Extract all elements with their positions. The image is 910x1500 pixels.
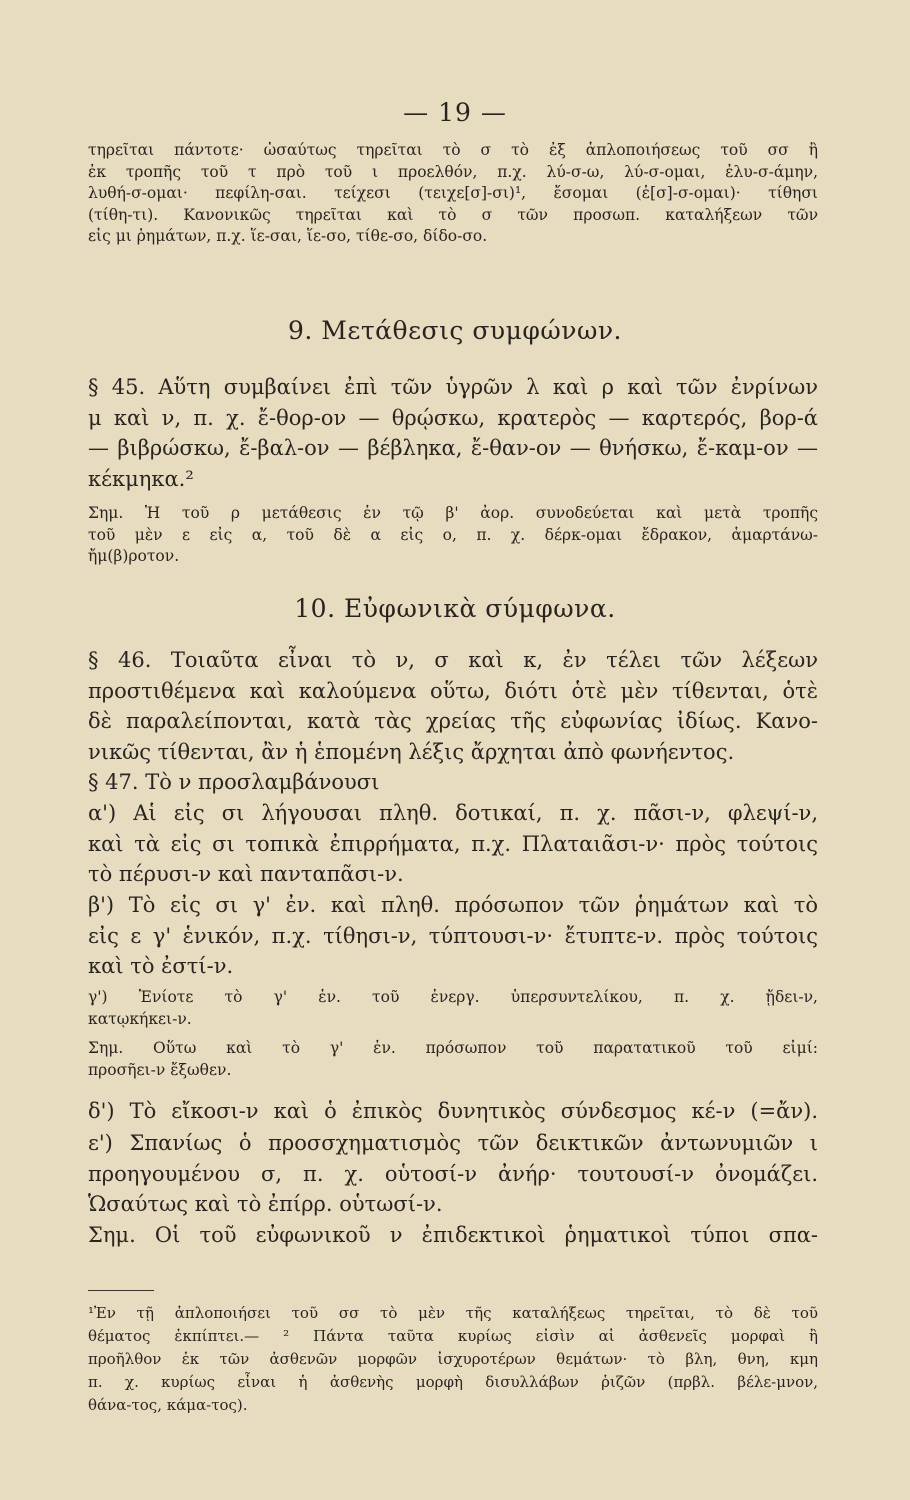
text-line: τοῦ μὲν ε εἰς α, τοῦ δὲ α εἰς ο, π. χ. δέρκ-ομαι ἔδρακον, ἁμαρτάνω- (88, 525, 818, 544)
footnote-divider (88, 1290, 154, 1291)
section-9-title: 9. Μετάθεσις συμφώνων. (287, 316, 622, 345)
paragraph-46 (88, 645, 818, 767)
text-line: εἰς μι ῥημάτων, π.χ. ἵε-σαι, ἵε-σο, τίθε-σο, δίδο-σο. (88, 227, 488, 245)
note-gamma (88, 1038, 818, 1081)
item-beta (88, 890, 818, 982)
text-line: § 45. Αὕτη συμβαίνει ἐπὶ τῶν ὑγρῶν λ καὶ ρ καὶ τῶν ἐνρίνων (88, 375, 818, 399)
text-line: β') Τὸ εἰς σι γ' ἐν. καὶ πληθ. πρόσωπον τῶν ῥημάτων καὶ τὸ (88, 893, 818, 917)
text-line: τηρεῖται πάντοτε· ὡσαύτως τηρεῖται τὸ σ τὸ ἐξ ἁπλοποιήσεως τοῦ σσ ἢ (88, 141, 818, 159)
text-line: μ καὶ ν, π. χ. ἔ-θορ-ον — θρῴσκω, κρατερὸς — καρτερός, βορ-ά (88, 405, 818, 430)
text-line: ἤμ(β)ροτον. (88, 547, 180, 565)
text-line: § 47. Τὸ ν προσλαμβάνουσι (88, 770, 380, 794)
text-line: προηγουμένου σ, π. χ. οὑτοσί-ν ἀνήρ· τουτουσί-ν ὀνομάζει. (88, 1161, 818, 1186)
footnote-line: θέματος ἐκπίπτει.— ² Πάντα ταῦτα κυρίως εἰσὶν αἱ ἀσθενεῖς μορφαὶ ἢ (88, 1327, 818, 1345)
footnote-line: π. χ. κυρίως εἶναι ἡ ἀσθενὴς μορφὴ δισυλλάβων ῥιζῶν (πρβλ. βέλε-μνον, (88, 1373, 818, 1391)
text-line: Σημ. Οὕτω καὶ τὸ γ' ἐν. πρόσωπον τοῦ παρατατικοῦ τοῦ εἰμί: (88, 1039, 818, 1057)
text-line: Σημ. Οἱ τοῦ εὐφωνικοῦ ν ἐπιδεκτικοὶ ῥηματικοὶ τύποι σπα- (88, 1223, 818, 1247)
item-delta (88, 1096, 818, 1127)
text-line: κατῳκήκει-ν. (88, 1009, 192, 1028)
paragraph-47-heading (88, 767, 818, 798)
text-line: εἰς ε γ' ἑνικόν, π.χ. τίθησι-ν, τύπτουσι-ν· ἔτυπτε-ν. πρὸς τούτοις (88, 923, 818, 948)
text-line: καὶ τὰ εἰς σι τοπικὰ ἐπιρρήματα, π.χ. Πλαταιᾶσι-ν· πρὸς τούτοις (88, 831, 818, 856)
item-gamma (88, 987, 818, 1030)
text-line: ε') Σπανίως ὁ προσσχηματισμὸς τῶν δεικτικῶν ἀντωνυμιῶν ι (88, 1131, 818, 1155)
text-line: Ὡσαύτως καὶ τὸ ἐπίρρ. οὑτωσί-ν. (88, 1192, 443, 1216)
footnotes (88, 1302, 818, 1417)
footnote-line: θάνα-τος, κάμα-τος). (88, 1396, 248, 1414)
note-45 (88, 503, 818, 568)
text-line: — βιβρώσκω, ἔ-βαλ-ον — βέβληκα, ἔ-θαν-ον — θνήσκω, ἔ-καμ-ον — (88, 436, 818, 460)
text-line: (τίθη-τι). Κανονικῶς τηρεῖται καὶ τὸ σ τῶν προσωπ. καταλήξεων τῶν (88, 205, 818, 224)
text-line: τὸ πέρυσι-ν καὶ πανταπᾶσι-ν. (88, 862, 404, 886)
item-alpha (88, 798, 818, 890)
text-line: ἐκ τροπῆς τοῦ τ πρὸ τοῦ ι προελθόν, π.χ. λύ-σ-ω, λύ-σ-ομαι, ἐλυ-σ-άμην, (88, 162, 818, 181)
text-line: δὲ παραλείπονται, κατὰ τὰς χρείας τῆς εὐφωνίας ἰδίως. Κανο- (88, 709, 818, 733)
section-10-title: 10. Εὐφωνικὰ σύμφωνα. (294, 594, 616, 623)
text-line: δ') Τὸ εἴκοσι-ν καὶ ὁ ἐπικὸς δυνητικὸς σύνδεσμος κέ-ν (=ἄν). (88, 1099, 818, 1123)
item-epsilon (88, 1128, 818, 1220)
page-number: — 19 — (403, 98, 507, 127)
paragraph-45 (88, 372, 818, 494)
text-line: κέκμηκα.² (88, 466, 194, 491)
text-line: προστιθέμενα καὶ καλούμενα οὕτω, διότι ὁτὲ μὲν τίθενται, ὁτὲ (88, 678, 818, 703)
intro-paragraph (88, 140, 818, 248)
note-last (88, 1220, 818, 1251)
text-line: α') Αἱ εἰς σι λήγουσαι πληθ. δοτικαί, π. χ. πᾶσι-ν, φλεψί-ν, (88, 801, 818, 825)
text-line: καὶ τὸ ἐστί-ν. (88, 954, 234, 978)
text-line: Σημ. Ἡ τοῦ ρ μετάθεσις ἐν τῷ β' ἀορ. συνοδεύεται καὶ μετὰ τροπῆς (88, 504, 818, 522)
text-line: γ') Ἐνίοτε τὸ γ' ἐν. τοῦ ἐνεργ. ὑπερσυντελίκου, π. χ. ᾔδει-ν, (88, 988, 818, 1006)
footnote-line: ¹Ἐν τῇ ἁπλοποιήσει τοῦ σσ τὸ μὲν τῆς καταλήξεως τηρεῖται, τὸ δὲ τοῦ (88, 1304, 818, 1322)
text-line: προσῆει-ν ἔξωθεν. (88, 1060, 232, 1079)
footnote-line: προῆλθον ἐκ τῶν ἀσθενῶν μορφῶν ἰσχυροτέρων θεμάτων· τὸ βλη, θνη, κμη (88, 1350, 818, 1368)
text-line: § 46. Τοιαῦτα εἶναι τὸ ν, σ καὶ κ, ἐν τέλει τῶν λέξεων (88, 648, 818, 672)
text-line: νικῶς τίθενται, ἂν ἡ ἑπομένη λέξις ἄρχηται ἀπὸ φωνήεντος. (88, 739, 735, 764)
text-line: λυθή-σ-ομαι· πεφίλη-σαι. τείχεσι (τειχε[σ]-σι)¹, ἔσομαι (ἐ[σ]-σ-ομαι)· τίθησι (88, 184, 818, 202)
